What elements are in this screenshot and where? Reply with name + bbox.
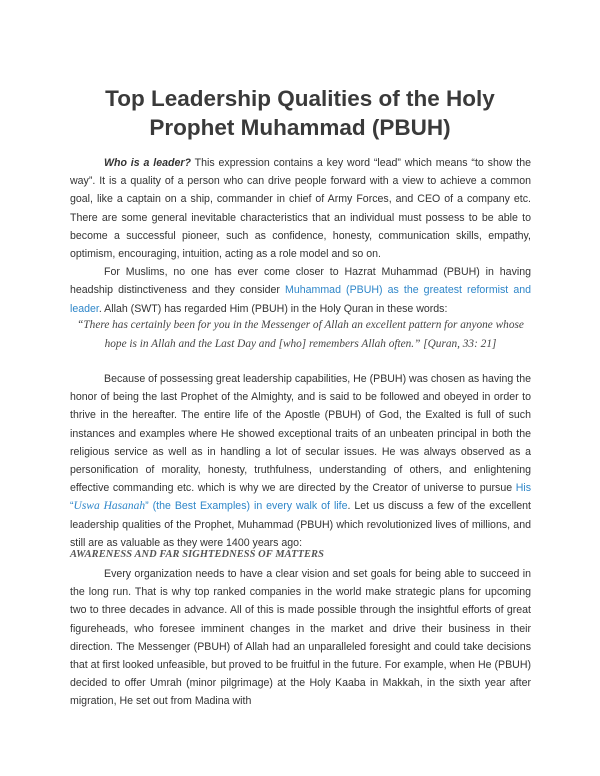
paragraph-4: Every organization needs to have a clear vision and set goals for being able to succeed in the long run. That is why top ranked companies in the world make strategic plans for upcoming two to three decades in advance. All of this is made possible through the insightful efforts of great figureheads, who foresee imminent changes in the market and drive their business in their direction. The Messenger (PBUH) of Allah had an unparalleled foresight and could take decisions that at first looked unfeasible, but proved to be fruitful in the future. For example, when He (PBUH) decided to offer Umrah (minor pilgrimage) at the Holy Kaaba in Makkah, in the sixth year after migration, He set out from Madina with	[70, 568, 531, 708]
intro-paragraph	[70, 154, 531, 263]
intro-text: This expression contains a key word “lead” which means “to show the way”. It is a quality of a person who can drive people forward with a view to achieve a common goal, like a captain on a ship, commander in chief of Army Forces, and CEO of a company etc. There are some general inevitable characteristics that an individual must possess to be able to become a successful pioneer, such as confidence, honesty, communication skills, empathy, optimism, encouraging, intuition, acting as a role model and so on.	[70, 157, 531, 261]
link-part-a: His “	[70, 482, 531, 513]
para3-before: Because of possessing great leadership capabilities, He (PBUH) was chosen as having the honor of being the last Prophet of the Almighty, and is said to be followed and obeyed in order to thrive in the hereafter. The entire life of the Apostle (PBUH) of God, the Exalted is full of such instances and examples where He showed exceptional traits of an unbeaten principal in both the religious service as well as in handling a lot of secular issues. He was always observed as a personification of morality, honesty, truthfulness, understanding of others, and enlightening effective commanding etc. which is why we are directed by the Creator of universe to pursue	[70, 373, 531, 495]
intro-lead: Who is a leader?	[104, 157, 191, 169]
para2-before: For Muslims, no one has ever come closer to Hazrat Muhammad (PBUH) in having headship distinctiveness and they consider	[70, 266, 531, 297]
reformist-leader-link[interactable]: Muhammad (PBUH) as the greatest reformist and leader	[70, 284, 531, 315]
link-part-b: ” (the Best Examples) in every walk of life	[145, 500, 348, 513]
para3-after: . Let us discuss a few of the excellent leadership qualities of the Prophet, Muhammad (PBUH) which revolutionized lives of millions, and still are as valuable as they were 1400 years ago:	[70, 500, 532, 549]
section-heading: AWARENESS AND FAR SIGHTEDNESS OF MATTERS	[70, 549, 324, 560]
intro-section	[70, 154, 531, 318]
main-section	[70, 370, 531, 552]
page-title: Top Leadership Qualities of the Holy Prophet Muhammad (PBUH)	[105, 86, 495, 140]
awareness-section	[70, 565, 531, 711]
para2-after: . Allah (SWT) has regarded Him (PBUH) in the Holy Quran in these words:	[98, 302, 448, 315]
paragraph-3	[70, 370, 531, 552]
paragraph-2	[70, 263, 531, 318]
link-italic: Uswa Hasanah	[73, 500, 146, 513]
quran-quote: “There has certainly been for you in the Messenger of Allah an excellent pattern for anyone whose hope is in Allah and the Last Day and [who] remembers Allah often.” [Quran, 33: 21]	[77, 319, 524, 350]
